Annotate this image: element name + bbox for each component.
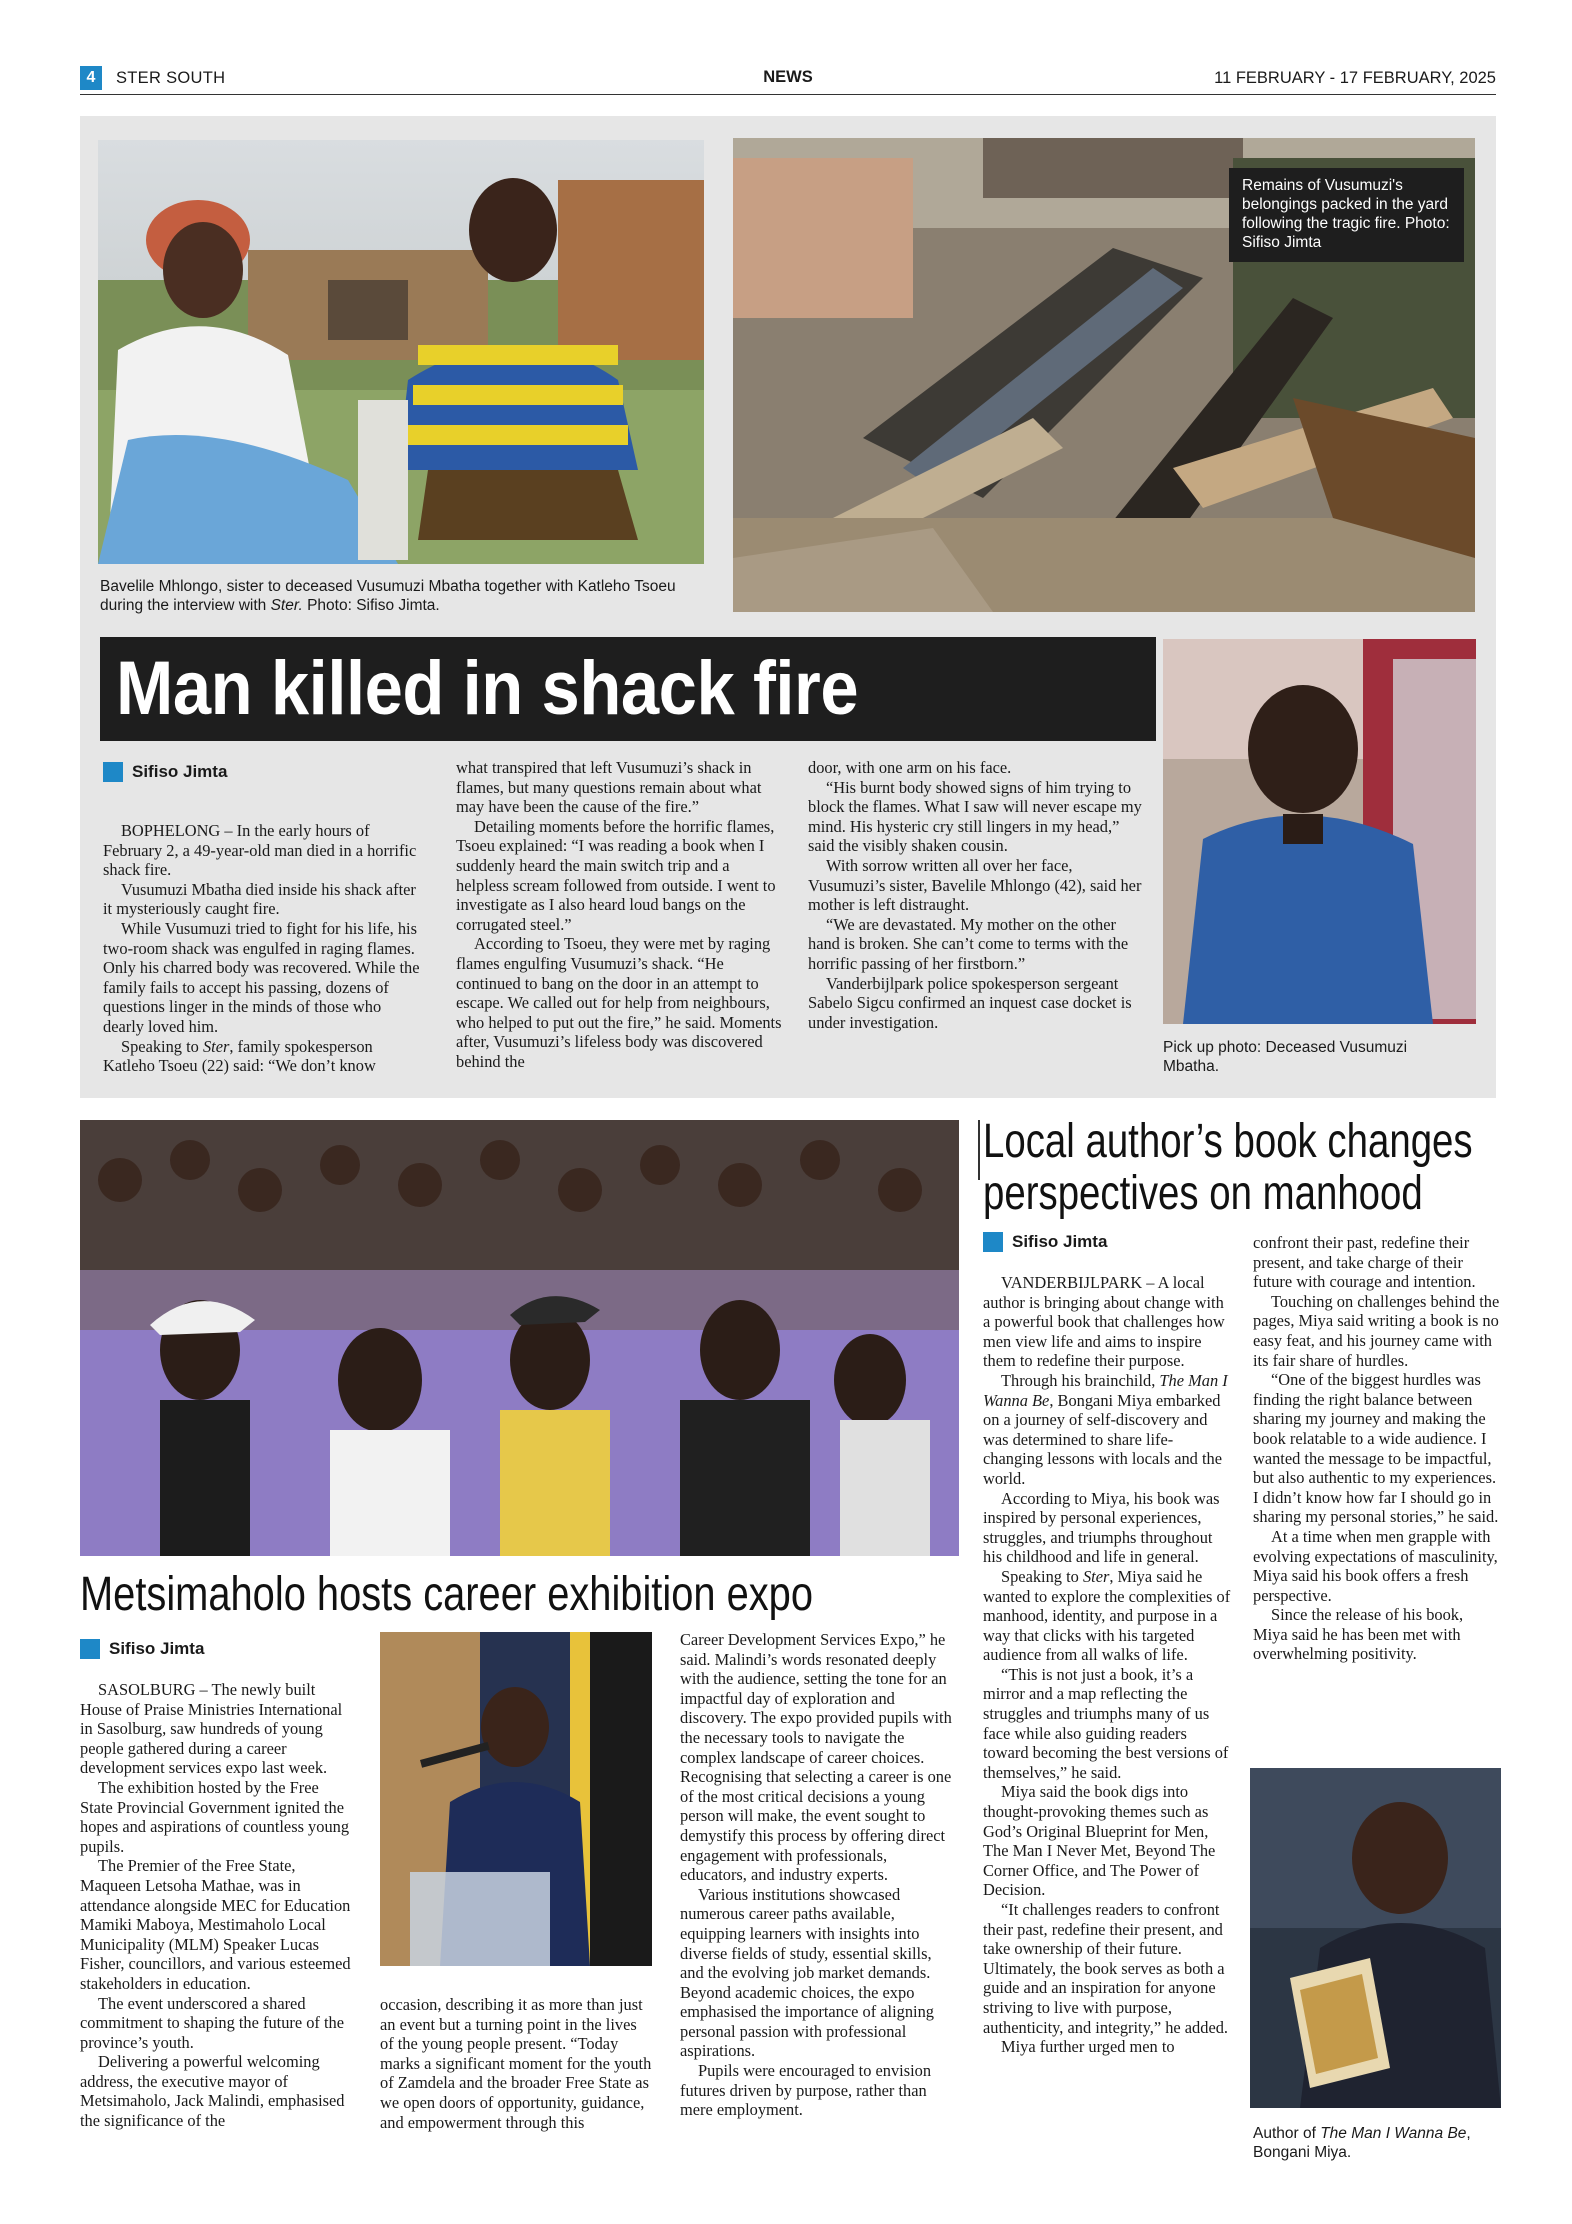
story1-column-3: door, with one arm on his face. “His burnt body showed signs of him trying to block the flames. What I saw will never escape my mind. His hysteric cry still lingers in my head,” said the visibly shaken cousin. With sorrow written all over her face, Vusumuzi’s sister, Bavelile Mhlongo (42), said her mother is left distraught. “We are devastated. My mother on the other hand is broken. She can’t come to terms with the horrific passing of her firstborn.” Vanderbijlpark police spokesperson sergeant Sabelo Sigcu confirmed an inquest case docket is under investigation. bbox=[808, 758, 1142, 1032]
interview-photo bbox=[98, 140, 704, 564]
fire-remains-photo bbox=[733, 138, 1475, 612]
author-photo bbox=[1250, 1768, 1501, 2108]
author-photo-caption: Author of The Man I Wanna Be, Bongani Miya. bbox=[1253, 2125, 1471, 2161]
story2-column-2: occasion, describing it as more than just an event but a turning point in the lives of the young people present. “Today marks a significant moment for the youth of Zamdela and the broader Free State as we open doors of opportunity, guidance, and empowerment through this bbox=[380, 1995, 652, 2132]
story1-byline: Sifiso Jimta bbox=[103, 762, 227, 782]
byline-square-icon bbox=[103, 762, 123, 782]
speaker-photo bbox=[380, 1632, 652, 1966]
story1-column-1: BOPHELONG – In the early hours of February 2, a 49-year-old man died in a horrific shack fire. Vusumuzi Mbatha died inside his shack after it mysteriously caught fire. While Vusumuzi tried to fight for his life, his two-room shack was engulfed in raging flames. Only his charred body was recovered. While the family fails to accept his passing, dozens of questions linger in the minds of those who dearly loved him. Speaking to Ster, family spokesperson Katleho Tsoeu (22) said: “We don’t know bbox=[103, 821, 420, 1076]
story3-headline-line-2: perspectives on manhood bbox=[983, 1167, 1423, 1220]
interview-photo-caption: Bavelile Mhlongo, sister to deceased Vusumuzi Mbatha together with Katleho Tsoeu during the interview with Ster. Photo: Sifiso Jimta. bbox=[100, 578, 676, 614]
section-name: NEWS bbox=[763, 68, 813, 86]
publication-name: STER SOUTH bbox=[116, 69, 226, 87]
byline-square-icon bbox=[80, 1639, 100, 1659]
deceased-portrait-caption: Pick up photo: Deceased Vusumuzi Mbatha. bbox=[1163, 1039, 1408, 1075]
deceased-portrait bbox=[1163, 639, 1476, 1024]
issue-date: 11 FEBRUARY - 17 FEBRUARY, 2025 bbox=[1214, 69, 1496, 87]
story2-headline: Metsimaholo hosts career exhibition expo bbox=[80, 1568, 813, 1621]
story3-column-1: VANDERBIJLPARK – A local author is bringing about change with a powerful book that challenges how men view life and aims to inspire them to redefine their purpose. Through his brainchild, The Man I Wanna Be, Bongani Miya embarked on a journey of self-discovery and was determined to share life-changing lessons with locals and the world. According to Miya, his book was inspired by personal experiences, struggles, and triumphs throughout his childhood and life in general. Speaking to Ster, Miya said he wanted to explore the complexities of manhood, identity, and purpose in a way that clicks with his targeted audience from all walks of life. “This is not just a book, it’s a mirror and a map reflecting the struggles and triumphs many of us face while also guiding readers toward becoming the best versions of themselves,” he said. Miya said the book digs into thought-provoking themes such as God’s Original Blueprint for Men, The Man I Never Met, Beyond The Corner Office, and The Power of Decision. “It challenges readers to confront their past, redefine their present, and take ownership of their future. Ultimately, the book serves as both a guide and an inspiration for anyone striving to live with purpose, authenticity, and integrity,” he added. Miya further urged men to bbox=[983, 1273, 1231, 2057]
story3-headline-line-1: Local author’s book changes bbox=[983, 1115, 1473, 1168]
story3-byline: Sifiso Jimta bbox=[983, 1232, 1107, 1252]
story2-column-1: SASOLBURG – The newly built House of Praise Ministries International in Sasolburg, saw hundreds of young people gathered during a career development services expo last week. The exhibition hosted by the Free State Provincial Government ignited the hopes and aspirations of countless young pupils. The Premier of the Free State, Maqueen Letsoha Mathae, was in attendance alongside MEC for Education Mamiki Maboya, Mestimaholo Local Municipality (MLM) Speaker Lucas Fisher, councillors, and various esteemed stakeholders in education. The event underscored a shared commitment to shaping the future of the province’s youth. Delivering a powerful welcoming address, the executive mayor of Metsimaholo, Jack Malindi, emphasised the significance of the bbox=[80, 1680, 351, 2131]
byline-square-icon bbox=[983, 1232, 1003, 1252]
page-number-badge: 4 bbox=[80, 66, 102, 90]
story2-column-3: Career Development Services Expo,” he said. Malindi’s words resonated deeply with the audience, setting the tone for an impactful day of exploration and discovery. The expo provided pupils with the necessary tools to navigate the complex landscape of career choices. Recognising that selecting a career is one of the most critical decisions a young person will make, the event sought to demystify this process by offering direct engagement with professionals, educators, and industry experts. Various institutions showcased numerous career paths available, equipping learners with insights into diverse fields of study, essential skills, and the evolving job market demands. Beyond academic choices, the expo emphasised the importance of aligning personal passion with professional aspirations. Pupils were encouraged to envision futures driven by purpose, rather than mere employment. bbox=[680, 1630, 952, 2120]
page-header bbox=[80, 66, 1496, 95]
story1-headline: Man killed in shack fire bbox=[116, 646, 859, 731]
story3-column-2: confront their past, redefine their present, and take charge of their future with courage and intention. Touching on challenges behind the pages, Miya said writing a book is no easy feat, and his journey came with its fair share of hurdles. “One of the biggest hurdles was finding the right balance between sharing my journey and making the book relatable to a wide audience. I wanted the message to be impactful, but also authentic to my experiences. I didn’t know how far I should go in sharing my personal stories,” he said. At a time when men grapple with evolving expectations of masculinity, Miya said his book offers a fresh perspective. Since the release of his book, Miya said he has been met with overwhelming positivity. bbox=[1253, 1233, 1500, 1664]
story3-rule bbox=[978, 1120, 980, 1180]
crowd-photo bbox=[80, 1120, 959, 1556]
story2-byline: Sifiso Jimta bbox=[80, 1639, 204, 1659]
story1-column-2: what transpired that left Vusumuzi’s shack in flames, but many questions remain about what may have been the cause of the fire.” Detailing moments before the horrific flames, Tsoeu explained: “I was reading a book when I suddenly heard the main switch trip and a helpless scream followed from outside. I went to investigate as I also heard loud bangs on the corrugated steel.” According to Tsoeu, they were met by raging flames engulfing Vusumuzi’s shack. “He continued to bang on the door in an attempt to escape. We called out for help from neighbours, who helped to put out the fire,” he said. Moments after, Vusumuzi’s lifeless body was discovered behind the bbox=[456, 758, 782, 1071]
fire-remains-caption: Remains of Vusumuzi's belongings packed in the yard following the tragic fire. Photo: Sifiso Jimta bbox=[1229, 168, 1464, 262]
